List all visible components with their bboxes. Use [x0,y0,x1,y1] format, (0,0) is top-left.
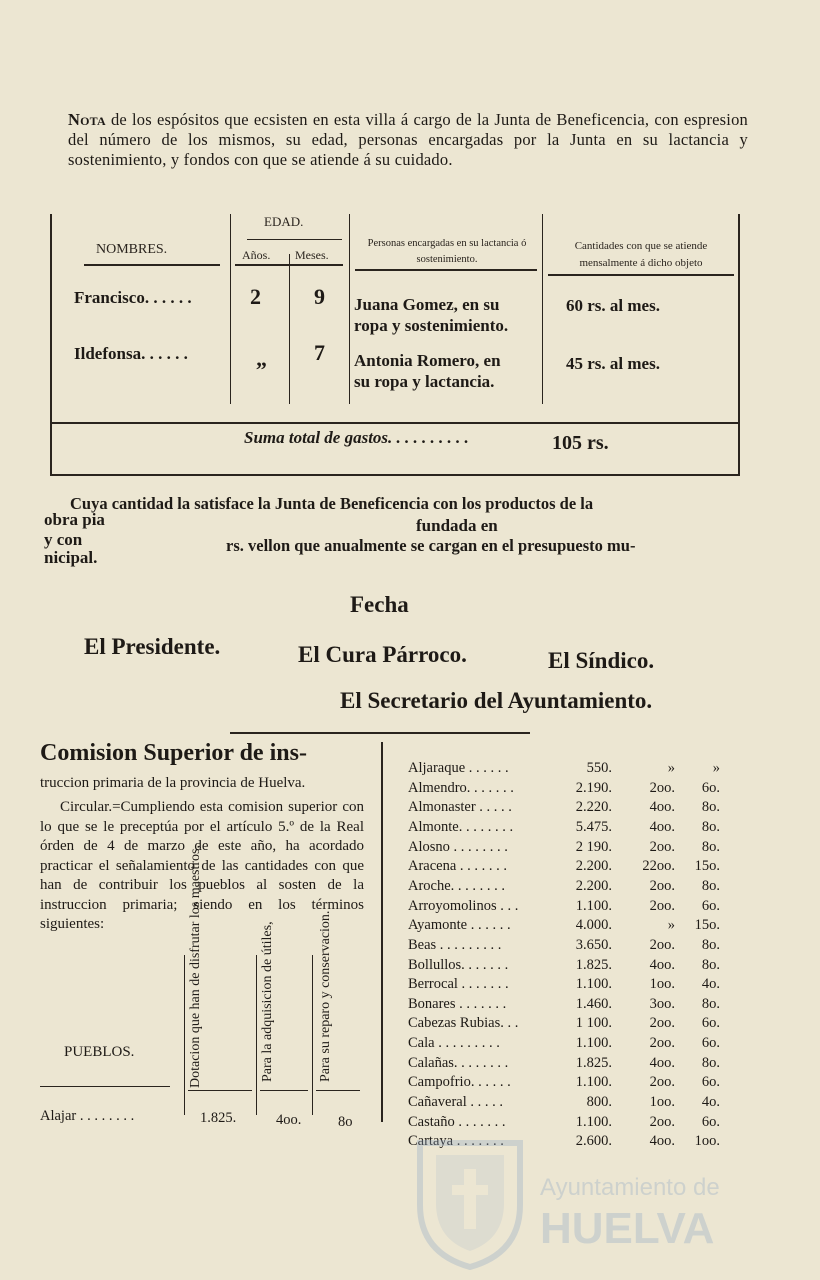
paragraph-obra-pia: obra pia [44,510,105,529]
town-name: Cañaveral . . . . . [408,1094,504,1111]
col-reparo: Para su reparo y conservacion. [318,910,333,1082]
ayuntamiento-watermark [400,1135,760,1270]
row-meses: 7 [314,340,325,365]
town-utiles: 1oo. [649,1094,675,1111]
town-reparo: » [712,760,720,776]
header-personas: Personas encargadas en su lactancia ó sostenimiento. [367,238,527,265]
town-name: Cabezas Rubias. . . [408,1015,519,1032]
town-utiles: 4oo. [649,1133,675,1150]
town-dotacion: 550. [586,760,612,776]
table-rule [52,422,738,424]
town-reparo: 15o. [694,858,720,875]
table-bottom-rule [52,474,738,476]
town-dotacion: 2.190. [575,779,612,796]
town-utiles: 3oo. [649,995,675,1012]
town-reparo: 6o. [701,1074,720,1091]
first-row-name: Alajar . . . . . . . . [40,1108,135,1124]
town-reparo: 1oo. [694,1133,720,1150]
col-divider [312,955,313,1115]
town-row [400,858,730,877]
town-utiles: 2oo. [649,1035,675,1052]
town-name: Aroche. . . . . . . . [408,877,506,894]
town-name: Almonaster . . . . . [408,799,512,816]
edad-brace [247,239,342,240]
header-rule [548,274,734,276]
town-dotacion: 1.100. [575,1113,612,1130]
town-dotacion: 2.200. [575,877,612,894]
town-reparo: 8o. [701,995,720,1012]
town-dotacion: 3.650. [575,936,612,953]
signature-secretario: El Secretario del Ayuntamiento. [340,688,653,713]
header-anos: Años. [242,248,271,262]
town-row [400,1035,730,1054]
paragraph-line-1: Cuya cantidad la satisface la Junta de Beneficencia con los productos de la [70,494,594,513]
town-row [400,1055,730,1074]
town-utiles: 2oo. [649,877,675,894]
town-utiles: 2oo. [649,936,675,953]
col-rule [316,1090,360,1091]
table-divider [289,254,290,404]
col-rule [260,1090,308,1091]
town-row [400,819,730,838]
town-dotacion: 4.000. [575,917,612,934]
signature-sindico: El Síndico. [548,648,655,673]
first-row-v2: 4oo. [276,1112,302,1128]
row-meses: 9 [314,284,325,309]
watermark-line-2: HUELVA [540,1204,715,1253]
town-name: Almonte. . . . . . . . [408,818,514,835]
town-reparo: 6o. [701,1113,720,1130]
total-value: 105 rs. [552,432,609,454]
watermark-line-1: Ayuntamiento de [540,1174,720,1201]
town-name: Arroyomolinos . . . [408,897,519,914]
town-name: Campofrio. . . . . . [408,1074,511,1091]
town-name: Cala . . . . . . . . . [408,1035,500,1052]
row-anos: „ [256,346,267,371]
table-divider [542,214,543,404]
town-name: Cartaya . . . . . . . [408,1133,504,1150]
row-nombre: Francisco. . . . . . [74,288,192,307]
circular-body: Circular.=Cumpliendo esta comision superior con lo que se le preceptúa por el artículo 5.º de la Real órden de 4 de marzo de este año, ha acordado practicar el señalamiento de las cantidades con que han de contribuir los pueblos al sosten de la instruccion primaria; siendo en los términos siguientes: [40,799,364,932]
row-persona: su ropa y lactancia. [354,372,495,391]
town-dotacion: 1.100. [575,1035,612,1052]
town-utiles: 2oo. [649,779,675,796]
row-anos: 2 [250,284,261,309]
signature-cura: El Cura Párroco. [298,642,467,667]
town-utiles: 4oo. [649,818,675,835]
town-utiles: 2oo. [649,1015,675,1032]
town-reparo: 4o. [701,1094,720,1111]
town-name: Alosno . . . . . . . . [408,838,508,855]
town-row [400,957,730,976]
paragraph-line-3: rs. vellon que anualmente se cargan en el presupuesto mu- [226,536,636,555]
col-divider [256,955,257,1115]
town-reparo: 8o. [701,799,720,816]
town-row [400,1074,730,1093]
header-rule [355,269,537,271]
town-dotacion: 2.600. [575,1133,612,1150]
town-name: Bonares . . . . . . . [408,995,507,1012]
signature-presidente: El Presidente. [84,634,221,659]
town-row [400,799,730,818]
circular-subtitle: truccion primaria de la provincia de Huelva. [40,775,306,791]
town-utiles: 2oo. [649,1113,675,1130]
town-dotacion: 2 190. [575,838,612,855]
town-name: Beas . . . . . . . . . [408,936,502,953]
town-name: Berrocal . . . . . . . [408,976,509,993]
town-reparo: 8o. [701,1054,720,1071]
town-name: Aljaraque . . . . . . [408,760,509,776]
town-reparo: 8o. [701,818,720,835]
col-divider [184,955,185,1115]
town-row [400,917,730,936]
town-utiles: 22oo. [642,858,675,875]
town-reparo: 6o. [701,897,720,914]
town-reparo: 6o. [701,779,720,796]
town-utiles: 1oo. [649,976,675,993]
col-rule [188,1090,252,1091]
town-row [400,976,730,995]
town-reparo: 6o. [701,1035,720,1052]
paragraph-fundada-en: fundada en [416,516,498,535]
town-dotacion: 5.475. [575,818,612,835]
town-name: Bollullos. . . . . . . [408,956,509,973]
town-utiles: 4oo. [649,799,675,816]
town-reparo: 15o. [694,917,720,934]
paragraph-line-4: nicipal. [44,548,98,567]
header-edad: EDAD. [264,214,304,229]
town-dotacion: 800. [586,1094,612,1111]
col-dotacion: Dotacion que han de disfrutar los maestros, [188,845,203,1088]
header-nombres: NOMBRES. [96,242,168,257]
town-dotacion: 2.220. [575,799,612,816]
expositos-table [50,214,740,476]
column-separator [381,742,383,1122]
paragraph-y-con: y con [44,530,83,549]
col-utiles: Para la adquisicion de útiles, [260,921,275,1082]
town-reparo: 8o. [701,956,720,973]
col-pueblos: PUEBLOS. [64,1044,135,1060]
first-row-v1: 1.825. [200,1110,237,1126]
table-divider [349,214,350,404]
town-dotacion: 1.100. [575,897,612,914]
row-cantidad: 45 rs. al mes. [566,354,660,373]
town-row [400,1094,730,1113]
intro-text: de los espósitos que ecsisten en esta villa á cargo de la Junta de Beneficencia, con espresion del número de los mismos, su edad, personas encargadas por la Junta en su lactancia y sostenimiento, y fondos con que se atiende á su cuidado. [68,110,748,169]
town-row [400,760,730,779]
row-cantidad: 60 rs. al mes. [566,296,660,315]
huelva-seal-icon [420,1143,520,1267]
row-persona: ropa y sostenimiento. [354,316,509,335]
col-rule [40,1086,170,1087]
town-dotacion: 1 100. [575,1015,612,1032]
circular-title: Comision Superior de ins- [40,740,307,766]
town-reparo: 8o. [701,936,720,953]
header-rule [84,264,220,266]
town-reparo: 8o. [701,838,720,855]
town-utiles: » [667,917,675,934]
town-row [400,898,730,917]
town-row [400,878,730,897]
intro-note [68,110,748,170]
town-utiles: 2oo. [649,838,675,855]
header-cantidades: Cantidades con que se atiende mensalmente á dicho objeto [574,240,708,269]
header-meses: Meses. [295,248,329,262]
town-row [400,937,730,956]
town-name: Aracena . . . . . . . [408,858,508,875]
town-name: Almendro. . . . . . . [408,779,514,796]
town-row [400,1015,730,1034]
town-dotacion: 1.825. [575,1054,612,1071]
intro-lead: Nota [68,110,106,129]
town-utiles: 2oo. [649,1074,675,1091]
town-utiles: » [667,760,675,776]
header-rule [235,264,343,266]
town-name: Calañas. . . . . . . . [408,1054,509,1071]
town-utiles: 2oo. [649,897,675,914]
total-label: Suma total de gastos. . . . . . . . . . [244,428,469,447]
town-dotacion: 2.200. [575,858,612,875]
town-name: Castaño . . . . . . . [408,1113,506,1130]
town-row [400,996,730,1015]
town-row [400,839,730,858]
first-row-v3: 8o [338,1114,353,1130]
town-dotacion: 1.825. [575,956,612,973]
town-reparo: 4o. [701,976,720,993]
town-dotacion: 1.460. [575,995,612,1012]
town-utiles: 4oo. [649,956,675,973]
town-name: Ayamonte . . . . . . [408,917,511,934]
town-dotacion: 1.100. [575,976,612,993]
row-persona: Juana Gomez, en su [354,295,500,314]
table-divider [230,214,231,404]
town-row [400,780,730,799]
section-separator [230,732,530,734]
row-nombre: Ildefonsa. . . . . . [74,344,188,363]
town-reparo: 6o. [701,1015,720,1032]
town-utiles: 4oo. [649,1054,675,1071]
town-reparo: 8o. [701,877,720,894]
town-dotacion: 1.100. [575,1074,612,1091]
signature-fecha: Fecha [350,592,409,617]
town-row [400,1114,730,1133]
row-persona: Antonia Romero, en [354,351,501,370]
